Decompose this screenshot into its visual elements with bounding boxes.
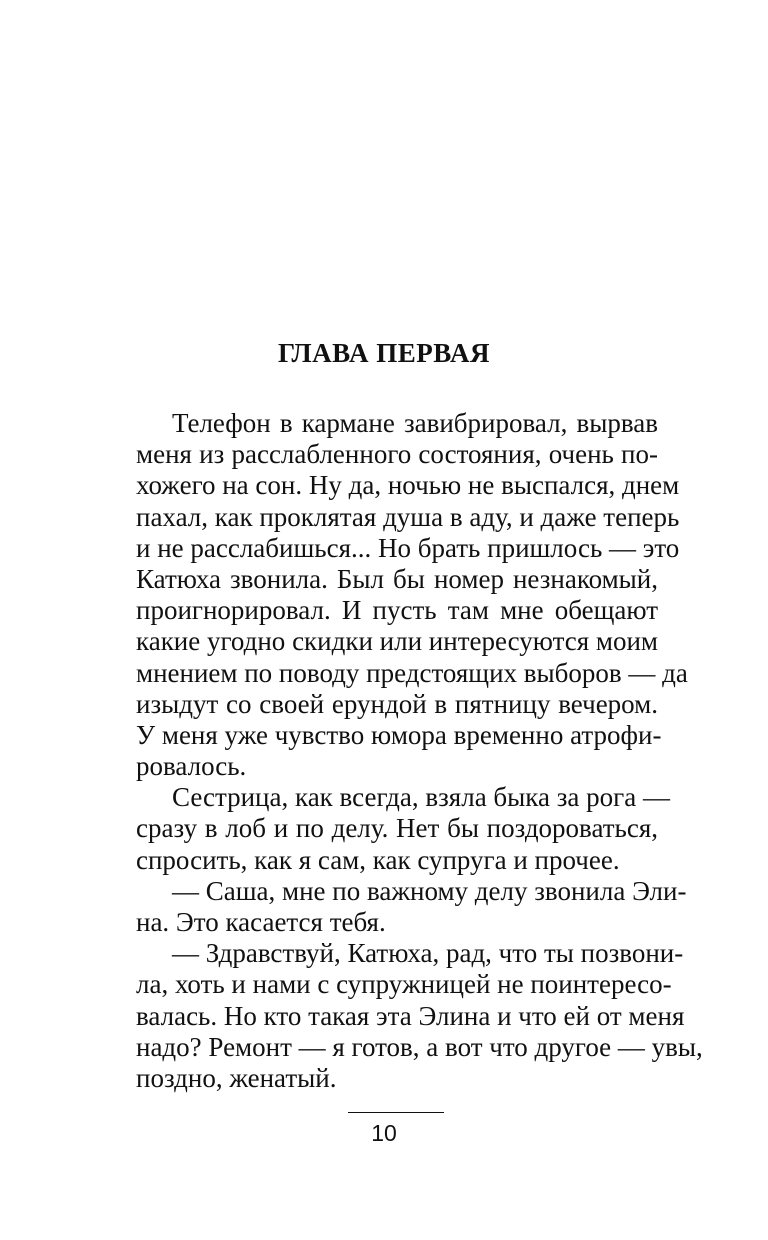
text-line: Телефон в кармане завибрировал, вырвав bbox=[172, 408, 658, 438]
text-line: ла, хоть и нами с супружницей не поинтересо- bbox=[136, 969, 672, 1000]
text-line: поздно, женатый. bbox=[136, 1062, 337, 1093]
text-line: Катюха звонила. Был бы номер незнакомый, bbox=[136, 563, 658, 594]
text-line: ровалось. bbox=[136, 751, 247, 782]
text-line: мнением по поводу предстоящих выборов — да bbox=[136, 657, 688, 688]
text-line: Сестрица, как всегда, взяла быка за рога — bbox=[172, 782, 670, 813]
text-line: изыдут со своей ерундой в пятницу вечером. bbox=[136, 688, 658, 719]
text-line: сразу в лоб и по делу. Нет бы поздороваться, bbox=[136, 813, 658, 844]
text-line: какие угодно скидки или интересуются моим bbox=[136, 626, 658, 657]
chapter-title: ГЛАВА ПЕРВАЯ bbox=[277, 338, 491, 368]
footer-divider bbox=[348, 1112, 444, 1113]
text-line: проигнорировал. И пусть там мне обещают bbox=[136, 595, 658, 626]
text-line: спросить, как я сам, как супруга и прочее. bbox=[136, 844, 620, 875]
text-line: меня из расслабленного состояния, очень по- bbox=[136, 439, 658, 470]
text-line: надо? Ремонт — я готов, а вот что другое — увы, bbox=[136, 1031, 703, 1062]
text-line: — Здравствуй, Катюха, рад, что ты позвони- bbox=[172, 938, 684, 969]
text-line: на. Это касается тебя. bbox=[136, 907, 386, 937]
page-number: 10 bbox=[371, 1120, 397, 1146]
text-line: хожего на сон. Ну да, ночью не выспался, днем bbox=[136, 470, 680, 501]
text-line: и не расслабишься... Но брать пришлось — это bbox=[136, 532, 680, 563]
text-line: валась. Но кто такая эта Элина и что ей от меня bbox=[136, 1000, 685, 1031]
text-line: У меня уже чувство юмора временно атрофи- bbox=[136, 719, 662, 750]
text-line: пахал, как проклятая душа в аду, и даже теперь bbox=[136, 501, 680, 532]
body-text bbox=[136, 408, 703, 1094]
text-line: — Саша, мне по важному делу звонила Эли- bbox=[172, 875, 687, 906]
